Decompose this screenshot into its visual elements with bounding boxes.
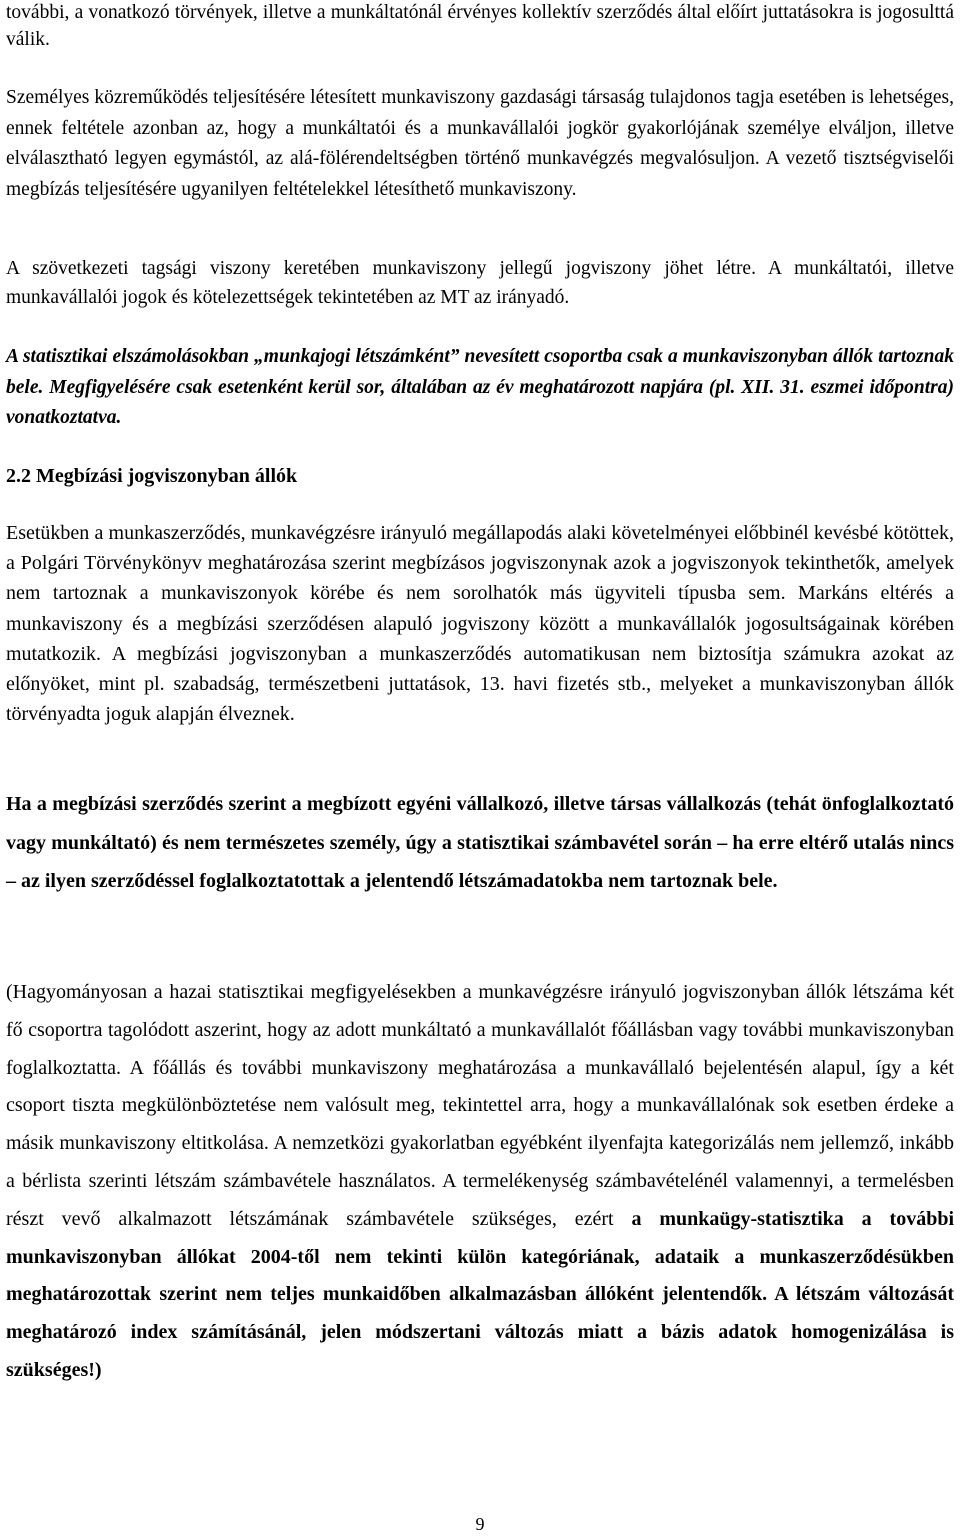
page-number: 9 bbox=[475, 1514, 485, 1534]
paragraph-continuation: további, a vonatkozó törvények, illetve a munkáltatónál érvényes kollektív szerződés által előírt juttatásokra is jogosulttá válik. bbox=[6, 2, 954, 50]
paragraph-company-member-employment: Személyes közreműködés teljesítésére létesített munkaviszony gazdasági társaság tulajdonos tagja esetében is lehetséges, ennek feltétele azonban az, hogy a munkáltatói és a munkavállalói jogkör gyakorlójának személye elváljon, illetve elválasztható legyen egymástól, az alá-fölérendeltségben történő munkavégzés megvalósuljon. A vezető tisztségviselői megbízás teljesítésére ugyanilyen feltételekkel létesíthető munkaviszony. bbox=[6, 87, 954, 200]
paragraph-traditional-classification bbox=[6, 974, 954, 1390]
section-heading: 2.2 Megbízási jogviszonyban állók bbox=[6, 465, 298, 487]
paragraph-entrepreneur-rule: Ha a megbízási szerződés szerint a megbízott egyéni vállalkozó, illetve társas vállalkozás (tehát önfoglalkoztató vagy munkáltató) és nem természetes személy, úgy a statisztikai számbavétel során – ha erre eltérő utalás nincs – az ilyen szerződéssel foglalkoztatottak a jelentendő létszámadatokba nem tartoznak bele. bbox=[6, 793, 954, 893]
paragraph-mandate-contract: Esetükben a munkaszerződés, munkavégzésre irányuló megállapodás alaki követelményei előbbinél kevésbé kötöttek, a Polgári Törvénykönyv meghatározása szerint megbízásos jogviszonynak azok a jogviszonyok tekinthetők, amelyek nem tartoznak a munkaviszonyok körébe és nem sorolhatók más ügyviteli típusba sem. Markáns eltérés a munkaviszony és a megbízási szerződésen alapuló jogviszony között a munkavállalók jogosultságainak körében mutatkozik. A megbízási jogviszonyban a munkaszerződés automatikusan nem biztosítja számukra azokat az előnyöket, mint pl. szabadság, természetbeni juttatások, 13. havi fizetés stb., melyeket a munkaviszonyban állók törvényadta joguk alapján élveznek. bbox=[6, 522, 954, 726]
paragraph-statistical-note: A statisztikai elszámolásokban „munkajogi létszámként” nevesített csoportba csak a munkaviszonyban állók tartoznak bele. Megfigyelésére csak esetenként kerül sor, általában az év meghatározott napjára (pl. XII. 31. eszmei időpontra) vonatkoztatva. bbox=[6, 346, 954, 428]
paragraph-regular-text: (Hagyományosan a hazai statisztikai megfigyelésekben a munkavégzésre irányuló jogviszonyban állók létszáma két fő csoportra tagolódott aszerint, hogy az adott munkáltató a munkavállalót főállásban vagy további munkaviszonyban foglalkoztatta. A főállás és további munkaviszony meghatározása a munkavállaló bejelentésén alapul, így a két csoport tiszta megkülönböztetése nem valósult meg, tekintettel arra, hogy a munkavállalónak sok esetben érdeke a másik munkaviszony eltitkolása. A nemzetközi gyakorlatban egyébként ilyenfajta kategorizálás nem jellemző, inkább a bérlista szerinti létszám számbavétele használatos. A termelékenység számbavételénél valamennyi, a termelésben részt vevő alkalmazott létszámának számbavétele szükséges, ezért bbox=[6, 981, 954, 1230]
paragraph-cooperative-membership: A szövetkezeti tagsági viszony keretében munkaviszony jellegű jogviszony jöhet létre. A munkáltatói, illetve munkavállalói jogok és kötelezettségek tekintetében az MT az irányadó. bbox=[6, 258, 954, 308]
paragraph-bold-text: a munkaügy-statisztika a további munkaviszonyban állókat 2004-től nem tekinti külön kategóriának, adataik a munkaszerződésükben meghatározottak szerint nem teljes munkaidőben alkalmazásban állóként jelentendők. A létszám változását meghatározó index számításánál, jelen módszertani változás miatt a bázis adatok homogenizálása is szükséges!) bbox=[6, 1207, 954, 1381]
